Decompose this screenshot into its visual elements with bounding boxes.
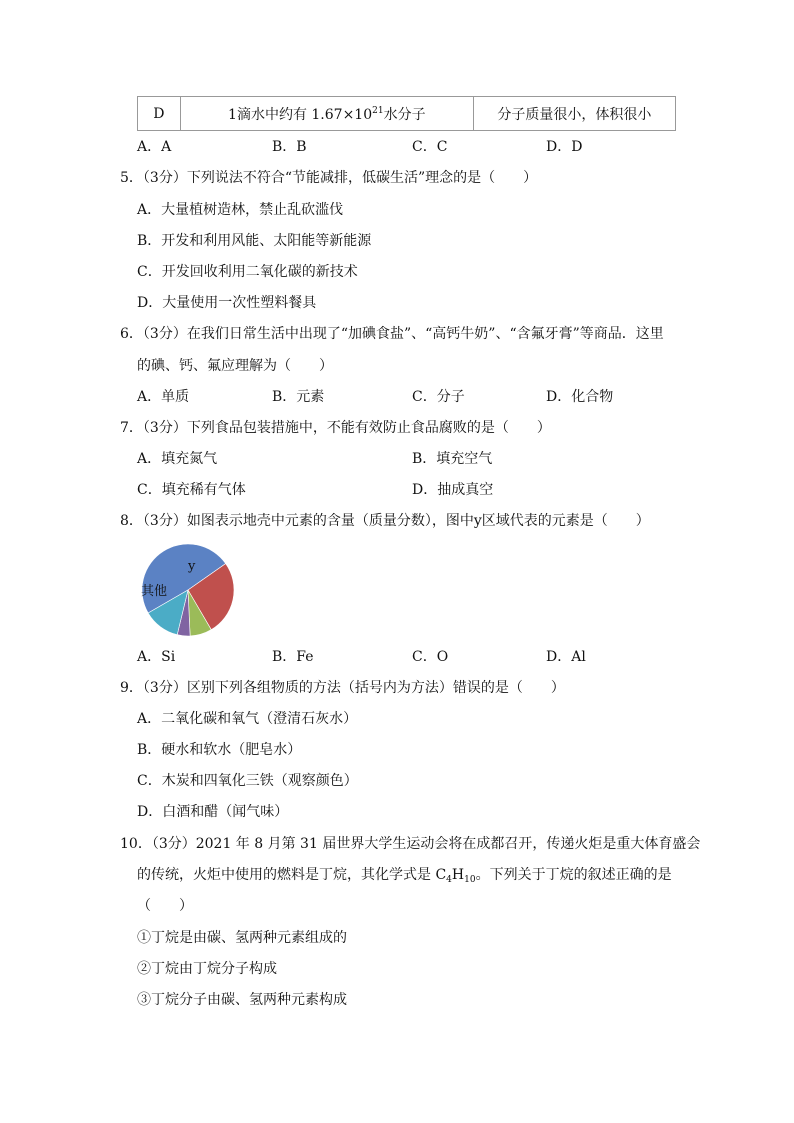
q8-option-c: C．O xyxy=(412,649,449,665)
q5-option-d: D．大量使用一次性塑料餐具 xyxy=(137,295,317,311)
fact-exponent: 21 xyxy=(372,105,384,116)
q5-option-b: B．开发和利用风能、太阳能等新能源 xyxy=(137,233,372,249)
fact-suffix: 水分子 xyxy=(383,106,426,123)
q9-stem: 9．（3分）区别下列各组物质的方法（括号内为方法）错误的是（ ） xyxy=(120,680,565,696)
q6-option-c: C．分子 xyxy=(412,389,465,405)
q7-option-c: C．填充稀有气体 xyxy=(137,482,246,498)
q4-option-c: C．C xyxy=(412,139,448,155)
q6-stem-line2: 的碘、钙、氟应理解为（ ） xyxy=(137,358,333,374)
formula-sub-h: 10 xyxy=(464,875,476,885)
q7-option-d: D．抽成真空 xyxy=(412,482,494,498)
q8-stem: 8．（3分）如图表示地壳中元素的含量（质量分数），图中y区域代表的元素是（ ） xyxy=(120,513,650,529)
q6-option-a: A．单质 xyxy=(137,389,190,405)
q8-option-b: B．Fe xyxy=(272,649,314,665)
pie-label-other: 其他 xyxy=(141,584,168,599)
q9-option-b: B．硬水和软水（肥皂水） xyxy=(137,742,302,758)
table-cell-label: D xyxy=(138,97,181,131)
q8-option-a: A．Si xyxy=(137,649,176,665)
fact-prefix: 1滴水中约有 1.67×10 xyxy=(228,106,373,123)
q10-stem-line3: （ ） xyxy=(137,898,193,914)
table-cell-explanation: 分子质量很小，体积很小 xyxy=(473,97,675,131)
q7-option-a: A．填充氮气 xyxy=(137,451,218,467)
q10-line2-prefix: 的传统，火炬中使用的燃料是丁烷，其化学式是 C xyxy=(137,867,447,883)
table-cell-fact xyxy=(180,97,473,131)
formula-h: H xyxy=(451,867,465,883)
q5-stem: 5．（3分）下列说法不符合“节能减排，低碳生活”理念的是（ ） xyxy=(120,170,538,186)
q4-option-a: A．A xyxy=(137,139,172,155)
q6-stem-line1: 6．（3分）在我们日常生活中出现了“加碘食盐”、“高钙牛奶”、“含氟牙膏”等商品．这里 xyxy=(120,326,664,342)
q7-option-b: B．填充空气 xyxy=(412,451,493,467)
q9-option-d: D．白酒和醋（闻气味） xyxy=(137,804,289,820)
q6-option-b: B．元素 xyxy=(272,389,325,405)
q10-line2-suffix: 。下列关于丁烷的叙述正确的是 xyxy=(475,867,672,883)
q10-stem-line2 xyxy=(137,867,672,885)
q10-stem-line1: 10．（3分）2021 年 8 月第 31 届世界大学生运动会将在成都召开，传递火炬是重大体育盛会 xyxy=(120,836,701,852)
q5-option-c: C．开发回收利用二氧化碳的新技术 xyxy=(137,264,358,280)
q7-stem: 7．（3分）下列食品包装措施中，不能有效防止食品腐败的是（ ） xyxy=(120,420,551,436)
answer-table xyxy=(137,96,676,131)
q10-statement-2: ②丁烷由丁烷分子构成 xyxy=(137,961,277,977)
q10-statement-3: ③丁烷分子由碳、氢两种元素构成 xyxy=(137,992,347,1008)
table-row xyxy=(138,97,676,131)
q6-option-d: D．化合物 xyxy=(546,389,614,405)
pie-label-y: y xyxy=(188,559,196,574)
q9-option-a: A．二氧化碳和氧气（澄清石灰水） xyxy=(137,711,358,727)
crust-element-pie-chart xyxy=(136,538,240,642)
formula-sub-c: 4 xyxy=(446,875,452,885)
q9-option-c: C．木炭和四氧化三铁（观察颜色） xyxy=(137,773,358,789)
q8-option-d: D．Al xyxy=(546,649,586,665)
q4-option-b: B．B xyxy=(272,139,307,155)
q10-statement-1: ①丁烷是由碳、氢两种元素组成的 xyxy=(137,930,347,946)
q4-option-d: D．D xyxy=(546,139,583,155)
q5-option-a: A．大量植树造林，禁止乱砍滥伐 xyxy=(137,202,344,218)
